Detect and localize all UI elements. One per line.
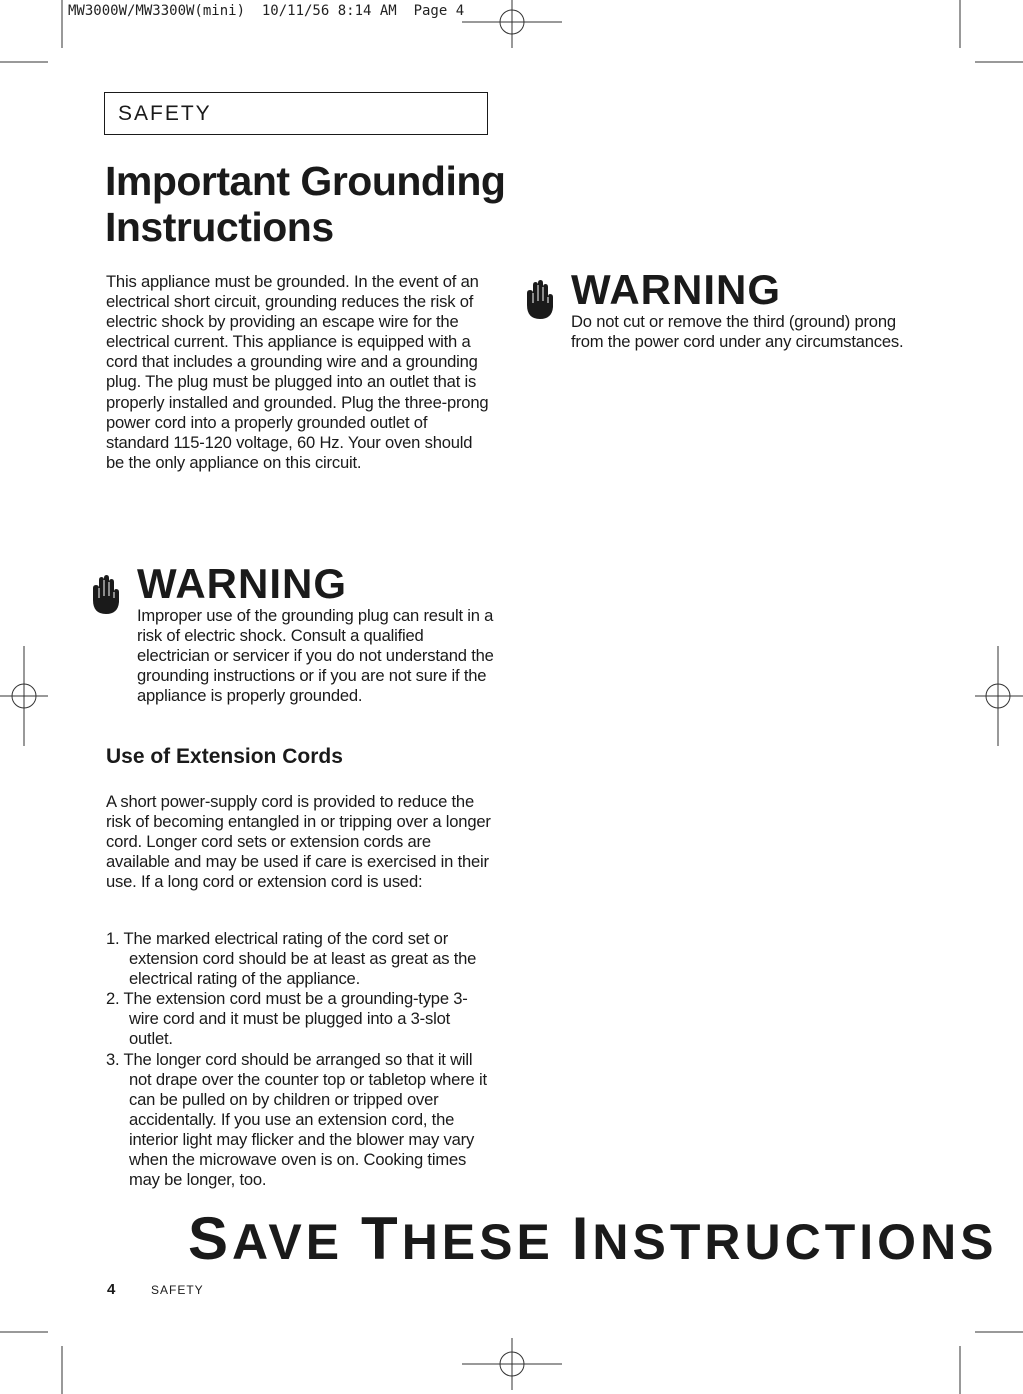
banner-initial-i: I: [571, 1205, 593, 1272]
save-instructions-banner: [188, 1204, 998, 1273]
page-title-line-2: Instructions: [105, 204, 334, 250]
section-header-label: SAFETY: [118, 102, 212, 125]
banner-initial-s: S: [188, 1205, 233, 1272]
list-item: 1. The marked electrical rating of the cord set or extension cord should be at least as great as the electrical rating of the appliance.: [106, 929, 477, 989]
page-number: 4: [107, 1281, 116, 1298]
banner-word-instructions: NSTRUCTIONS: [592, 1214, 998, 1270]
extension-cords-heading: Use of Extension Cords: [106, 745, 343, 768]
hand-stop-icon: [522, 275, 556, 321]
warning-right-heading: WARNING: [571, 266, 781, 313]
page-title-line-1: Important Grounding: [105, 158, 506, 204]
page-title: [105, 158, 525, 250]
footer-section-label: SAFETY: [151, 1283, 204, 1297]
warning-left-text: Improper use of the grounding plug can result in a risk of electric shock. Consult a qualified electrician or servicer if you do not understand the grounding instructions or if you are not sure if the appliance is properly grounded.: [137, 606, 494, 706]
warning-right-text: Do not cut or remove the third (ground) prong from the power cord under any circumstances.: [571, 312, 904, 352]
banner-word-these: HESE: [401, 1214, 572, 1270]
list-item: 3. The longer cord should be arranged so that it will not drape over the counter top or tabletop where it can be pulled on by children or tripped over accidentally. If you use an extension cord, the interior light may flicker and the blower may vary when the microwave oven is on. Cooking times may be longer, too.: [106, 1049, 487, 1190]
extension-cords-list: [106, 929, 494, 1190]
intro-paragraph: This appliance must be grounded. In the event of an electrical short circuit, grounding reduces the risk of electric shock by providing an escape wire for the electrical current. This appliance is equipped with a cord that includes a grounding wire and a grounding plug. The plug must be plugged into an outlet that is properly installed and grounded. Plug the three-prong power cord into a properly grounded outlet of standard 115-120 voltage, 60 Hz. Your oven should be the only appliance on this circuit.: [106, 272, 489, 472]
printer-slug: MW3000W/MW3300W(mini) 10/11/56 8:14 AM Page 4: [68, 3, 465, 19]
list-item: 2. The extension cord must be a grounding-type 3-wire cord and it must be plugged into a 3-slot outlet.: [106, 989, 468, 1049]
warning-left-heading: WARNING: [137, 560, 347, 607]
banner-initial-t: T: [361, 1205, 402, 1272]
section-header: [104, 92, 488, 135]
hand-stop-icon: [88, 570, 122, 616]
extension-cords-intro: A short power-supply cord is provided to reduce the risk of becoming entangled in or tripping over a longer cord. Longer cord sets or extension cords are available and may be used if care is exercised in their use. If a long cord or extension cord is used:: [106, 792, 491, 892]
banner-word-save: AVE: [232, 1214, 362, 1270]
